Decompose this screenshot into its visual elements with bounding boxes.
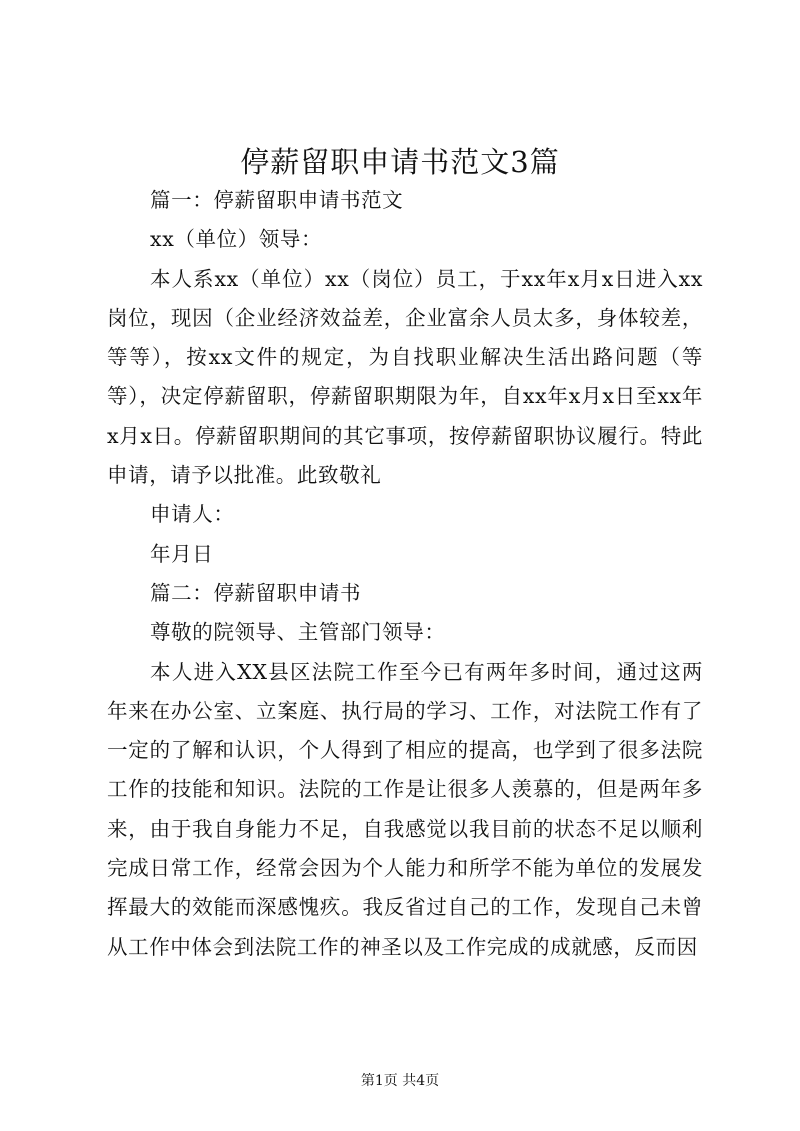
section-heading-2: 篇二：停薪留职申请书 [150,580,362,605]
applicant-line: 申请人： [150,502,235,527]
date-line: 年月日 [150,541,214,566]
body-paragraph-2: 本人进入XX县区法院工作至今已有两年多时间，通过这两年来在办公室、立案庭、执行局的学习、工作，对法院工作有了一定的了解和认识，个人得到了相应的提高，也学到了很多法院工作的技能和知识。法院的工作是让很多人羡慕的，但是两年多来，由于我自身能力不足，自我感觉以我目前的状态不足以顺利完成日常工作，经常会因为个人能力和所学不能为单位的发展发挥最大的效能而深感愧疚。我反省过自己的工作，发现自己未曾从工作中体会到法院工作的神圣以及工作完成的成就感，反而因 [107,659,703,959]
section-heading-1: 篇一：停薪留职申请书范文 [150,188,404,212]
document-title: 停薪留职申请书范文3篇 [240,145,560,179]
page-footer: 第1页 共4页 [360,1073,440,1089]
body-paragraph-1: 本人系xx（单位）xx（岗位）员工，于xx年x月x日进入xx岗位，现因（企业经济效益差，企业富余人员太多，身体较差，等等），按xx文件的规定，为自找职业解决生活出路问题（等等），决定停薪留职，停薪留职期限为年，自xx年x月x日至xx年x月x日。停薪留职期间的其它事项，按停薪留职协议履行。特此申请，请予以批准。此致敬礼 [107,266,703,488]
salutation-2: 尊敬的院领导、主管部门领导： [150,620,446,645]
document-body [107,181,703,967]
salutation-1: xx（单位）领导： [150,227,323,252]
